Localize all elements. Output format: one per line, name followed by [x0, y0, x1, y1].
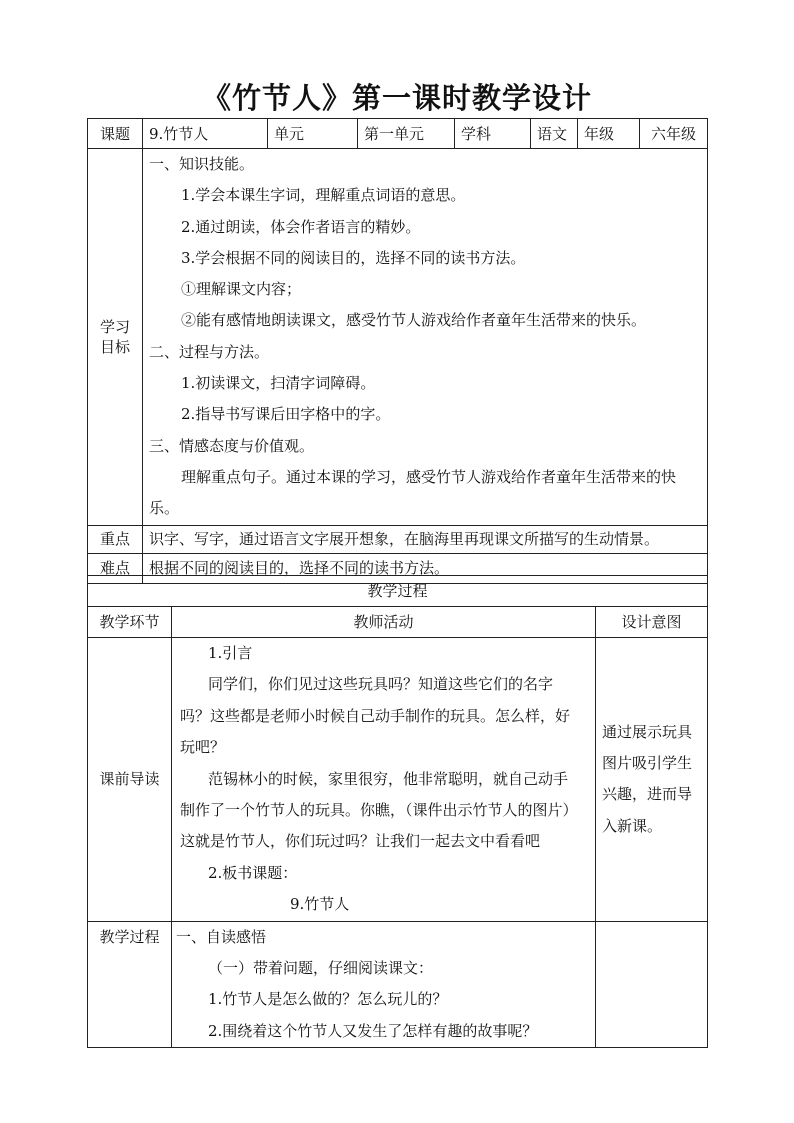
intent-line: 图片吸引学生: [602, 753, 693, 772]
document-title: 《竹节人》第一课时教学设计: [201, 81, 592, 115]
grade-value: 六年级: [640, 119, 708, 149]
objectives-label-line1: 学习: [99, 317, 130, 336]
info-row: [88, 119, 708, 149]
lesson-info-table: [87, 118, 708, 584]
topic-label: 课题: [88, 119, 143, 149]
activity-line: 玩吧？: [180, 738, 226, 757]
activity-line: 同学们，你们见过这些玩具吗？知道这些它们的名字: [208, 675, 554, 694]
activity-line: 1.引言: [208, 644, 253, 662]
unit-label: 单元: [268, 119, 358, 149]
objective-heading: 三、情感态度与价值观。: [149, 436, 315, 455]
teaching-process-table: [87, 575, 708, 1048]
activity-line: 一、自读感悟: [176, 927, 267, 946]
intent-line: 通过展示玩具: [602, 722, 693, 741]
objective-item: 1.初读课文，扫清字词障碍。: [181, 374, 376, 393]
objective-heading: 二、过程与方法。: [149, 342, 270, 361]
activity-cell: [172, 921, 596, 1048]
stage-cell: 课前导读: [88, 638, 172, 922]
activity-line: 2.围绕着这个竹节人又发生了怎样有趣的故事呢？: [208, 1021, 538, 1040]
intent-line: 兴趣，进而导: [602, 785, 693, 804]
grade-label: 年级: [578, 119, 640, 149]
subject-label: 学科: [455, 119, 531, 149]
objectives-label: [88, 149, 143, 526]
objective-item: 2.通过朗读，体会作者语言的精妙。: [181, 217, 421, 236]
activity-line: 1.竹节人是怎么做的？怎么玩儿的？: [208, 990, 448, 1009]
objectives-row: [88, 149, 708, 526]
activity-line: 9.竹节人: [290, 895, 350, 914]
activity-line: 2.板书课题：: [208, 863, 298, 882]
key-point-label: 重点: [88, 525, 143, 553]
process-header-row: [88, 607, 708, 638]
intent-cell: [596, 921, 708, 1048]
key-point-value: 识字、写字，通过语言文字展开想象，在脑海里再现课文所描写的生动情景。: [143, 525, 708, 553]
intent-cell: [596, 638, 708, 922]
intent-line: 入新课。: [602, 816, 663, 835]
objective-item: ①理解课文内容；: [181, 280, 302, 299]
topic-value: 9.竹节人: [143, 119, 268, 149]
difficulty-value: 根据不同的阅读目的，选择不同的读书方法。: [143, 553, 708, 583]
activity-line: （一）带着问题，仔细阅读课文：: [208, 959, 434, 978]
objectives-label-line2: 目标: [99, 337, 130, 356]
objective-item: 理解重点句子。通过本课的学习，感受竹节人游戏给作者童年生活带来的快: [181, 467, 677, 486]
col-activity-header: 教师活动: [172, 607, 596, 638]
objective-item: 3.学会根据不同的阅读目的，选择不同的读书方法。: [181, 248, 526, 267]
unit-value: 第一单元: [358, 119, 455, 149]
objectives-content: [143, 149, 708, 526]
process-row-preview: [88, 638, 708, 922]
objective-item: 1.学会本课生字词，理解重点词语的意思。: [181, 186, 466, 205]
objective-item: ②能有感情地朗读课文，感受竹节人游戏给作者童年生活带来的快乐。: [181, 311, 647, 330]
activity-line: 制作了一个竹节人的玩具。你瞧，（课件出示竹节人的图片）: [180, 801, 578, 820]
activity-line: 范锡林小的时候，家里很穷，他非常聪明，就自己动手: [208, 769, 569, 788]
subject-value: 语文: [531, 119, 578, 149]
objective-heading: 一、知识技能。: [149, 155, 255, 173]
activity-line: 这就是竹节人，你们玩过吗？让我们一起去文中看看吧: [180, 832, 541, 851]
difficulty-label: 难点: [88, 553, 143, 583]
process-heading: 教学过程: [88, 576, 708, 607]
col-intent-header: 设计意图: [596, 607, 708, 638]
process-heading-row: [88, 576, 708, 607]
stage-cell: 教学过程: [88, 921, 172, 1048]
col-stage-header: 教学环节: [88, 607, 172, 638]
activity-line: 吗？这些都是老师小时候自己动手制作的玩具。怎么样，好: [180, 706, 571, 725]
activity-cell: [172, 638, 596, 922]
key-point-row: [88, 525, 708, 553]
objective-item: 2.指导书写课后田字格中的字。: [181, 405, 391, 424]
objective-item-continuation: 乐。: [149, 499, 180, 518]
process-row-main: [88, 921, 708, 1048]
